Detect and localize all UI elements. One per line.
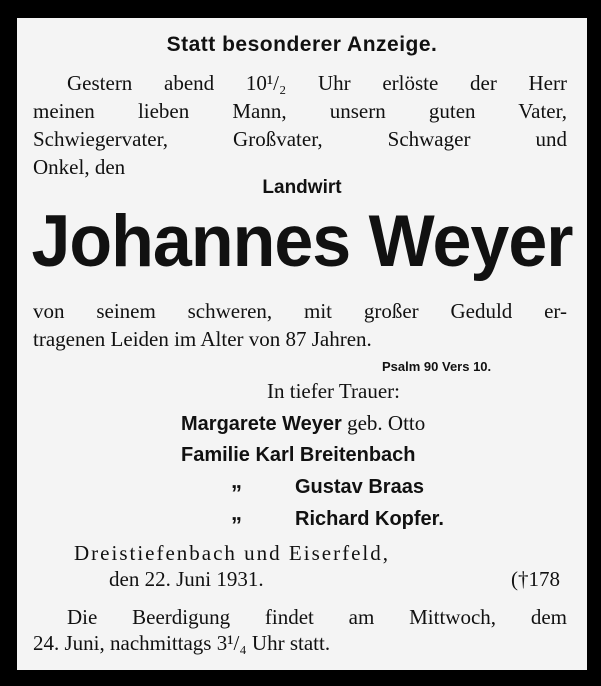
- funeral-line-2: 24. Juni, nachmittags 3¹/₄ Uhr statt.: [33, 631, 331, 655]
- intro-line-1: Gestern abend 10¹/₂ Uhr erlöste der Herr: [67, 71, 567, 95]
- mourner-line-4: Richard Kopfer.: [295, 508, 444, 530]
- place: Dreistiefenbach und Eiserfeld,: [74, 541, 390, 565]
- funeral-line-1: Die Beerdigung findet am Mittwoch, dem: [67, 605, 567, 629]
- cause-line-1: von seinem schweren, mit großer Geduld er-: [33, 299, 567, 323]
- mourner-line-1: [181, 410, 571, 437]
- cause-line-2: tragenen Leiden im Alter von 87 Jahren.: [33, 327, 372, 351]
- mourning-intro: In tiefer Trauer:: [267, 379, 400, 403]
- notice-header: Statt besonderer Anzeige.: [166, 33, 438, 56]
- mourner-name-1: Margarete Weyer: [181, 413, 342, 435]
- ditto-mark-2: „: [231, 500, 242, 525]
- occupation: Landwirt: [262, 177, 342, 198]
- mourner-line-2: Familie Karl Breitenbach: [181, 444, 416, 466]
- death-notice: [17, 18, 587, 670]
- ditto-mark-1: „: [231, 468, 242, 493]
- mourner-line-3: Gustav Braas: [295, 476, 424, 498]
- intro-line-4: Onkel, den: [33, 155, 126, 179]
- intro-line-3: Schwiegervater, Großvater, Schwager und: [33, 127, 567, 151]
- reference-number: (†178: [511, 567, 560, 591]
- deceased-name: Johannes Weyer: [31, 200, 573, 282]
- date: den 22. Juni 1931.: [109, 567, 264, 591]
- psalm-reference: Psalm 90 Vers 10.: [382, 359, 492, 374]
- intro-line-2: meinen lieben Mann, unsern guten Vater,: [33, 99, 567, 123]
- mourner-suffix-1: geb. Otto: [347, 411, 426, 435]
